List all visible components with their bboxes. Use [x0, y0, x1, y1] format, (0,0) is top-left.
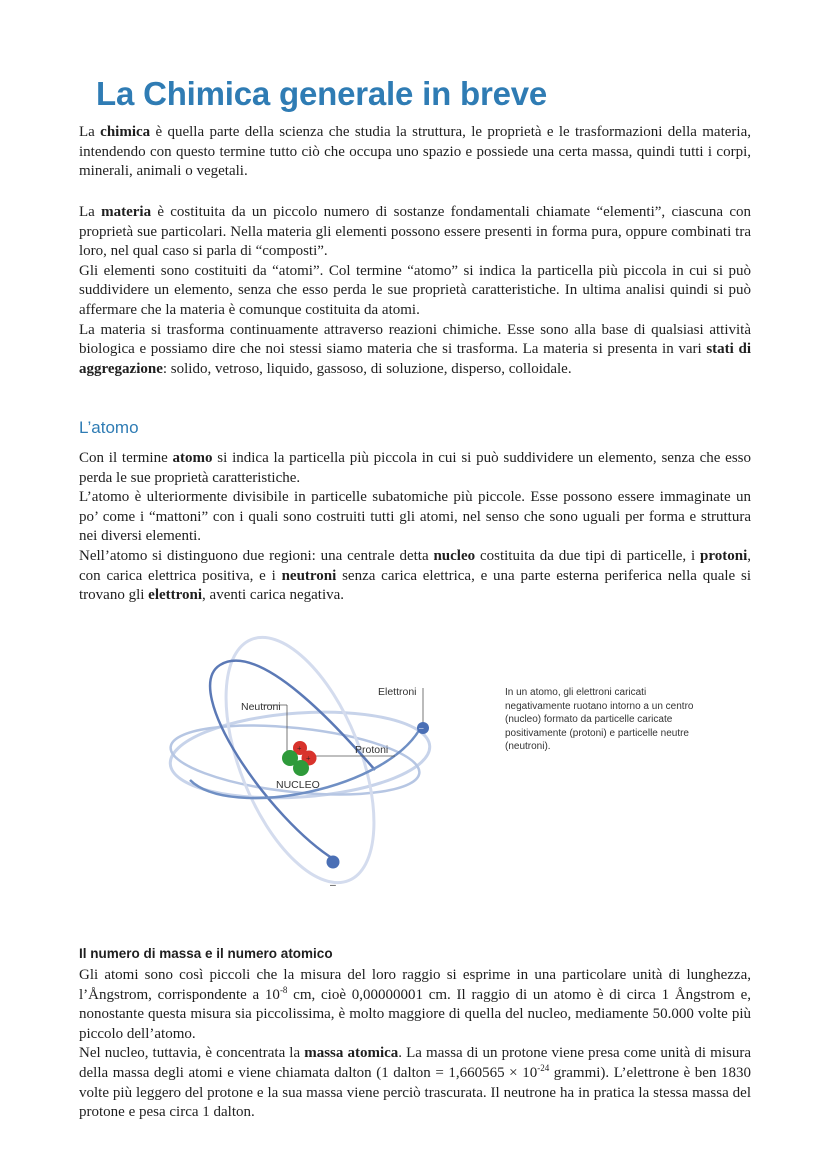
term-stati-aggregazione: stati di aggregazione [79, 341, 751, 377]
atom-illustration-icon [160, 620, 450, 900]
label-protoni: Protoni [355, 744, 389, 756]
figure-caption: In un atomo, gli elettroni caricati negativamente ruotano intorno a un centro (nucleo) formato da particelle caricate positivamente (protoni) e particelle neutre (neutroni). [505, 687, 694, 752]
page-title: La Chimica generale in breve [96, 75, 548, 112]
label-neutroni: Neutroni [241, 701, 281, 713]
paragraph-subatomiche: L’atomo è ulteriormente divisibile in particelle subatomiche più piccole. Esse possono essere immaginate un po’ come i “mattoni” con i quali sono costruiti tutti gli atomi, nel senso che sono uguali per forma e struttura nei diversi elementi. [79, 489, 751, 545]
svg-text:+: + [306, 754, 311, 763]
term-materia: materia [101, 204, 152, 220]
section-heading-numero-massa: Il numero di massa e il numero atomico [79, 946, 333, 961]
section-heading-atomo: L’atomo [79, 418, 139, 437]
intro-paragraph-chimica: La chimica è quella parte della scienza che studia la struttura, le proprietà e le trasformazioni della materia, intendendo con questo termine tutto ciò che occupa uno spazio e possiede una certa massa, quindi tutti i corpi, minerali, animali o vegetali. [79, 124, 751, 180]
paragraph-atomi: Gli elementi sono costituiti da “atomi”. Col termine “atomo” si indica la particella più piccola in cui si può suddividere un elemento, senza che esso perda le sue proprietà caratteristiche. In ultima analisi quindi si può affermare che la materia è comunque costituita da atomi. [79, 262, 751, 318]
term-chimica: chimica [100, 124, 151, 140]
label-nucleo: NUCLEO [276, 779, 320, 791]
label-minus: – [330, 879, 336, 891]
term-massa-atomica: massa atomica [304, 1045, 399, 1062]
intro-paragraphs-materia: La materia è costituita da un piccolo numero di sostanze fondamentali chiamate “elementi”, ciascuna con proprietà sue particolari. Nella materia gli elementi possono essere presenti in forma pura, oppure combinati tra loro, nel qual caso si parla di “composti”. Gli elementi sono costituiti da “atomi”. Col termine “atomo” si indica la particella più piccola in cui si può suddividere un elemento, senza che esso perda le sue proprietà caratteristiche. In ultima analisi quindi si può affermare che la materia è comunque costituita da atomi. La materia si trasforma continuamente attraverso reazioni chimiche. Esse sono alla base di qualsiasi attività biologica e possiamo dire che noi stessi siamo materia che si trasforma. La materia si presenta in vari stati di aggregazione: solido, vetroso, liquido, gassoso, di soluzione, disperso, colloidale. [79, 204, 751, 377]
label-elettroni: Elettroni [378, 686, 417, 698]
svg-text:–: – [419, 723, 424, 733]
atomo-paragraphs: Con il termine atomo si indica la particella più piccola in cui si può suddividere un elemento, senza che esso perda le sue proprietà caratteristiche. L’atomo è ulteriormente divisibile in particelle subatomiche più piccole. Esse possono essere immaginate un po’ come i “mattoni” con i quali sono costruiti tutti gli atomi, nel senso che sono uguali per forma e struttura nei diversi elementi. Nell’atomo si distinguono due regioni: una centrale detta nucleo costituita da due tipi di particelle, i protoni, con carica elettrica positiva, e i neutroni senza carica elettrica, e una parte esterna periferica nella quale si trovano gli elettroni, aventi carica negativa. [79, 450, 751, 604]
term-atomo: atomo [172, 450, 213, 466]
svg-text:+: + [297, 744, 302, 753]
atom-diagram [160, 620, 450, 900]
massa-paragraphs: Gli atomi sono così piccoli che la misura del loro raggio si esprime in una particolare unità di lunghezza, l’Ångstrom, corrispondente a $10^{-8}$ cm, cioè 0,00000001 cm. Il raggio di un atomo è di circa 1 Ångstrom e, nonostante questa misura sia piccolissima, è molto maggiore di quella del nucleo, mediamente 50.000 volte più piccolo dell’atomo. Nel nucleo, tuttavia, è concentrata la massa atomica. La massa di un protone viene presa come unità di misura della massa degli atomi e viene chiamata dalton (1 dalton = $1,660565 \times 10^{-24}$ grammi). L’elettrone è ben 1830 volte più leggero del protone e la sua massa viene perciò trascurata. Il neutrone ha in pratica la stessa massa del protone e pesa circa 1 dalton. [79, 967, 752, 1121]
